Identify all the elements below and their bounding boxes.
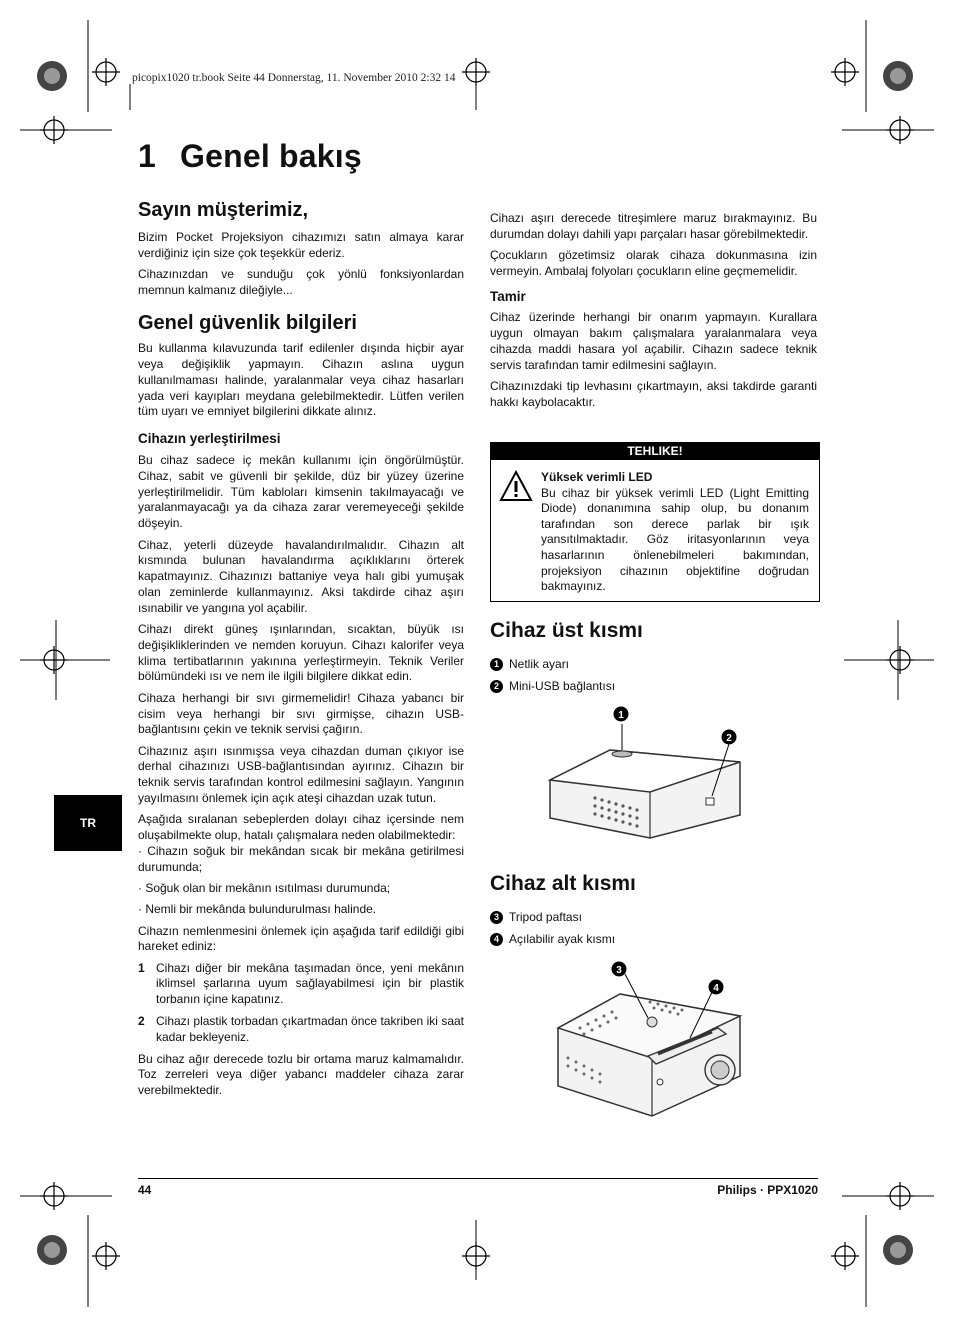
legend-label: Açılabilir ayak kısmı	[509, 932, 616, 946]
step-number: 1	[138, 960, 145, 975]
callout-number: 4	[490, 933, 503, 946]
paragraph: Cihazın nemlenmesini önlemek için aşağıda tarif edildiği gibi hareket ediniz:	[138, 923, 464, 954]
warning-body	[491, 460, 819, 601]
paragraph: Cihazı aşırı derecede titreşimlere maruz bırakmayınız. Bu durumdan dolayı dahili yapı parçaları hasar görebilmektedir.	[490, 211, 817, 241]
warning-content	[541, 470, 809, 595]
callout-3-label: 3	[616, 965, 622, 976]
warning-text: Bu cihaz bir yüksek verimli LED (Light Emitting Diode) donanımına sahip olup, bu donanım tarafından son derece parlak bir ışık yansıtılmaktadır. Göz iritasyonlarının veya hasarlarının önlenebilmeleri bakımından, projeksiyon cihazının objektifine doğrudan bakmayınız.	[541, 485, 809, 594]
chapter-title	[138, 138, 362, 175]
step-text: Cihazı plastik torbadan çıkartmadan önce takriben iki saat kadar bekleyeniz.	[156, 1014, 464, 1044]
paragraph: Cihazınızdan ve sunduğu çok yönlü fonksiyonlardan memnun kalmanız dileğiyle...	[138, 266, 464, 297]
paragraph: Cihaz, yeterli düzeyde havalandırılmalıdır. Cihazın alt kısmında bulunan havalandırma açıklıklarını örterek kapatmayınız. Cihazınızı battaniye veya halı gibi yumuşak olan zeminlerde kullanmayınız. Aksi takdirde cihaz aşırı ısınabilir ve yangına yol açabilir.	[138, 537, 464, 615]
chapter-number: 1	[138, 138, 156, 174]
heading-placement: Cihazın yerleştirilmesi	[138, 431, 281, 447]
heading-device-top: Cihaz üst kısmı	[490, 619, 643, 642]
legend-label: Mini-USB bağlantısı	[509, 679, 616, 693]
heading-dear-customer: Sayın müşterimiz,	[138, 199, 309, 221]
callout-4-label: 4	[713, 983, 719, 994]
bullet-item: · Cihazın soğuk bir mekândan sıcak bir mekâna getirilmesi durumunda;	[138, 843, 464, 874]
callout-number: 3	[490, 911, 503, 924]
step-number: 2	[138, 1014, 145, 1029]
callout-1-label: 1	[618, 710, 624, 721]
legend-item	[490, 928, 615, 950]
left-column	[138, 199, 464, 1105]
heading-safety: Genel güvenlik bilgileri	[138, 312, 357, 335]
paragraph: Bu cihaz ağır derecede tozlu bir ortama maruz kalmamalıdır. Toz zerreleri veya diğer yabancı maddeler cihaza zarar verebilmektedir.	[138, 1051, 464, 1098]
step-item	[138, 961, 464, 1008]
legend-label: Netlik ayarı	[509, 657, 570, 671]
bullet-item: · Soğuk olan bir mekânın ısıtılması durumunda;	[138, 880, 391, 895]
callout-number: 2	[490, 680, 503, 693]
device-bottom-legend	[490, 906, 615, 950]
page-number: 44	[138, 1183, 152, 1197]
step-item	[138, 1014, 464, 1046]
footer-rule	[138, 1178, 818, 1179]
chapter-title-text: Genel bakış	[180, 138, 362, 174]
heading-repair: Tamir	[490, 288, 526, 304]
paragraph: Çocukların gözetimsiz olarak cihaza dokunmasına izin vermeyin. Ambalaj folyoları çocukların eline geçmemelidir.	[490, 248, 817, 278]
paragraph: Bu cihaz sadece iç mekân kullanımı için öngörülmüştür. Cihaz, sabit ve güvenli bir şekilde, düz bir yüzey üzerine yerleştirilmelidir. Tüm kabloları kimsenin takılmayacağı ve yaralanmayacağı ya da cihaza zarar veremeyeceği şekilde döşeyin.	[138, 453, 464, 531]
step-list	[138, 961, 464, 1046]
paragraph: Cihazınız aşırı ısınmışsa veya cihazdan duman çıkıyor ise derhal cihazınızı USB-bağlantısından ayırınız. Cihazın bir teknik servis tarafından kontrol edilmesini sağlayın. Yangının yayılmasını önlemek için açık ateşi cihazdan uzak tutun.	[138, 743, 464, 805]
paragraph: Cihazınızdaki tip levhasını çıkartmayın, aksi takdirde garanti hakkı kaybolacaktır.	[490, 379, 817, 409]
paragraph: Cihaza herhangi bir sıvı girmemelidir! Cihaza yabancı bir cisim veya herhangi bir sıvı girmişse, cihazın USB-bağlantısını çekin ve teknik servisi çağırın.	[138, 690, 464, 737]
warning-label: TEHLIKE!	[491, 443, 819, 460]
device-top-legend	[490, 653, 615, 697]
language-tab: TR	[54, 795, 122, 851]
legend-item	[490, 653, 615, 675]
paragraph: Cihaz üzerinde herhangi bir onarım yapmayın. Kurallara uygun olmayan bakım çalışmalara yaralanmalara veya cihazda maddi hasara yol açabilir. Cihazın sadece teknik servis tarafından tamir edilmesini sağlayın.	[490, 310, 817, 372]
paragraph: Bizim Pocket Projeksiyon cihazımızı satın almaya karar verdiğiniz için size çok teşekkür ederiz.	[138, 229, 464, 260]
right-column	[490, 211, 817, 416]
warning-title: Yüksek verimli LED	[541, 470, 653, 484]
callout-number: 1	[490, 658, 503, 671]
step-text: Cihazı diğer bir mekâna taşımadan önce, yeni mekânın iklimsel şarlarına uyum sağlayabilmesi için bir plastik torbanın içine kapatınız.	[156, 960, 464, 1007]
warning-triangle-icon	[499, 470, 541, 595]
footer-brand: Philips · PPX1020	[717, 1183, 818, 1197]
callout-2-label: 2	[726, 733, 732, 744]
device-bottom-illustration	[540, 958, 760, 1123]
paragraph: Cihazı direkt güneş ışınlarından, sıcaktan, büyük ısı değişikliklerinden ve nemden koruyun. Cihazı kalorifer veya klima tertibatlarının yakınına yerleştirmeyin. Teknik Veriler bölümündeki ısı ve nem ile ilgili bilgilere dikkat edin.	[138, 622, 464, 684]
legend-item	[490, 906, 615, 928]
device-top-illustration	[540, 700, 770, 845]
bullet-item: · Nemli bir mekânda bulundurulması halinde.	[138, 902, 377, 917]
print-header: picopix1020 tr.book Seite 44 Donnerstag, 11. November 2010 2:32 14	[132, 72, 456, 84]
paragraph: Aşağıda sıralanan sebeplerden dolayı cihaz içersinde nem oluşabilmekte olup, hatalı çalışmalara neden olabilmektedir:	[138, 812, 464, 843]
warning-box	[490, 442, 820, 602]
paragraph: Bu kullanma kılavuzunda tarif edilenler dışında hiçbir ayar veya değişiklik yapmayın. Cihazın aslına uygun kullanılmaması halinde, yaralanmalar veya cihaz hasarları yada veri kayıpları meydana gelebilmektedir. Lütfen verilen tüm uyarı ve emniyet bilgilerini dikkate alınız.	[138, 341, 464, 419]
legend-label: Tripod paftası	[509, 910, 582, 924]
heading-device-bottom: Cihaz alt kısmı	[490, 872, 636, 895]
legend-item	[490, 675, 615, 697]
